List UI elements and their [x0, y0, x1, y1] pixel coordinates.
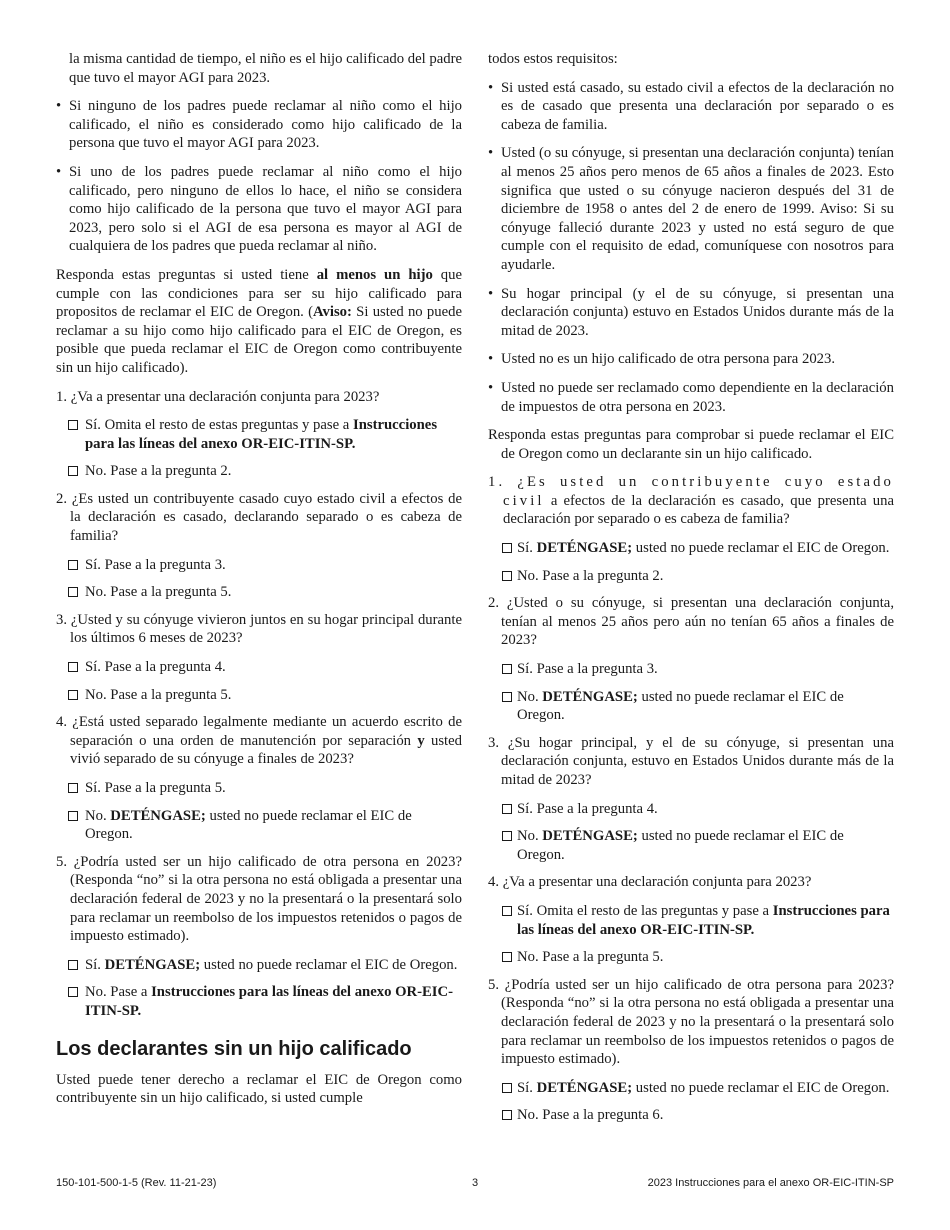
- q5-no-option[interactable]: No. Pase a Instrucciones para las líneas del anexo OR-EIC-ITIN-SP.: [56, 983, 462, 1020]
- q2-yes-option[interactable]: Sí. Pase a la pregunta 3.: [56, 556, 462, 575]
- question-1: 1. ¿Va a presentar una declaración conjunta para 2023?: [56, 388, 380, 405]
- question-4: 4. ¿Está usted separado legalmente mediante un acuerdo escrito de separación o una orden de manutención por separación y usted vivió separado de su cónyuge a finales de 2023?: [56, 714, 462, 768]
- q2-no-option[interactable]: No. DETÉNGASE; usted no puede reclamar el EIC de Oregon.: [488, 688, 894, 725]
- q4-yes-checkbox[interactable]: [68, 783, 78, 793]
- q2-yes-checkbox[interactable]: [502, 664, 512, 674]
- bullet-item: • Si ninguno de los padres puede reclamar al niño como el hijo calificado, el niño es considerado como hijo calificado de la persona que tuvo el mayor AGI para 2023.: [56, 97, 462, 153]
- q2-yes-option[interactable]: Sí. Pase a la pregunta 3.: [488, 660, 894, 679]
- qualifying-child-intro: Responda estas preguntas si usted tiene al menos un hijo que cumple con las condiciones para ser su hijo calificado para propositos de reclamar el EIC de Oregon. (Aviso: Si usted no puede reclamar a su hijo como hijo calificado para el EIC de Oregon, es posible que pueda reclamar el EIC de Oregon como contribuyente sin un hijo calificado).: [56, 266, 462, 376]
- q2-yes-checkbox[interactable]: [68, 560, 78, 570]
- bullet-item: • Si uno de los padres puede reclamar al niño como el hijo calificado, pero ninguno de ellos lo hace, el niño se considera como hijo calificado de la persona que tuvo el mayor AGI para 2023, pero solo si el AGI de esa persona es mayor al AGI de cualquiera de los padres que pueda reclamar al niño.: [56, 163, 462, 256]
- q1-no-option[interactable]: No. Pase a la pregunta 2.: [488, 567, 894, 586]
- q4-no-option[interactable]: No. DETÉNGASE; usted no puede reclamar el EIC de Oregon.: [56, 807, 462, 844]
- section-heading: Los declarantes sin un hijo calificado: [56, 1037, 412, 1060]
- q4-yes-checkbox[interactable]: [502, 906, 512, 916]
- q5-no-option[interactable]: No. Pase a la pregunta 6.: [488, 1106, 894, 1125]
- bullet-item: • Usted no puede ser reclamado como dependiente en la declaración de impuestos de otra persona en 2023.: [488, 379, 894, 416]
- question-4: 4. ¿Va a presentar una declaración conjunta para 2023?: [488, 874, 812, 891]
- question-3: 3. ¿Usted y su cónyuge vivieron juntos en su hogar principal durante los últimos 6 meses de 2023?: [56, 611, 462, 647]
- q3-no-option[interactable]: No. Pase a la pregunta 5.: [56, 686, 462, 705]
- q5-yes-checkbox[interactable]: [68, 960, 78, 970]
- continuation-text: todos estos requisitos:: [488, 51, 618, 67]
- q2-no-option[interactable]: No. Pase a la pregunta 5.: [56, 583, 462, 602]
- footer-page-number: 3: [472, 1177, 479, 1189]
- q4-no-checkbox[interactable]: [502, 952, 512, 962]
- q3-yes-checkbox[interactable]: [502, 804, 512, 814]
- bullet-item: • Su hogar principal (y el de su cónyuge, si presentan una declaración conjunta) estuvo en Estados Unidos durante más de la mitad de 2023.: [488, 285, 894, 341]
- q4-yes-option[interactable]: Sí. Pase a la pregunta 5.: [56, 779, 462, 798]
- q4-no-checkbox[interactable]: [68, 811, 78, 821]
- question-1: 1. ¿Es usted un contribuyente cuyo estado civil a efectos de la declaración es casado, que presenta una declaración por separado o es cabeza de familia?: [488, 474, 895, 528]
- q5-yes-option[interactable]: Sí. DETÉNGASE; usted no puede reclamar el EIC de Oregon.: [56, 956, 462, 975]
- q1-yes-checkbox[interactable]: [68, 420, 78, 430]
- footer-form-id: 150-101-500-1-5 (Rev. 11-21-23): [56, 1177, 217, 1189]
- no-child-intro: Responda estas preguntas para comprobar si puede reclamar el EIC de Oregon como un declarante sin un hijo calificado.: [488, 427, 894, 462]
- q3-no-checkbox[interactable]: [68, 690, 78, 700]
- bullet-item: • Usted no es un hijo calificado de otra persona para 2023.: [488, 350, 894, 369]
- q3-no-option[interactable]: No. DETÉNGASE; usted no puede reclamar el EIC de Oregon.: [488, 827, 894, 864]
- q3-no-checkbox[interactable]: [502, 831, 512, 841]
- q1-no-checkbox[interactable]: [68, 466, 78, 476]
- q1-yes-option[interactable]: Sí. DETÉNGASE; usted no puede reclamar el EIC de Oregon.: [488, 539, 894, 558]
- q1-no-option[interactable]: No. Pase a la pregunta 2.: [56, 462, 462, 481]
- q4-yes-option[interactable]: Sí. Omita el resto de las preguntas y pase a Instrucciones para las líneas del anexo OR-EIC-ITIN-SP.: [488, 902, 894, 939]
- q1-yes-checkbox[interactable]: [502, 543, 512, 553]
- q2-no-checkbox[interactable]: [502, 692, 512, 702]
- question-2: 2. ¿Usted o su cónyuge, si presentan una declaración conjunta, tenían al menos 25 años pero aún no tenían 65 años a finales de 2023?: [488, 595, 894, 649]
- question-3: 3. ¿Su hogar principal, y el de su cónyuge, si presentan una declaración conjunta, estuvo en Estados Unidos durante más de la mitad de 2023?: [488, 734, 894, 788]
- question-2: 2. ¿Es usted un contribuyente casado cuyo estado civil a efectos de la declaración es casado, declarando separado o es cabeza de familia?: [56, 490, 462, 545]
- question-5: 5. ¿Podría usted ser un hijo calificado de otra persona en 2023? (Responda “no” si la otra persona no está obligada a presentar una declaración federal de 2023 y no la presentará o la presentará solo para reclamar un reembolso de los impuestos retenidos o pagos de impuesto estimado).: [56, 853, 462, 945]
- q3-yes-checkbox[interactable]: [68, 662, 78, 672]
- q1-yes-option[interactable]: Sí. Omita el resto de estas preguntas y pase a Instrucciones para las líneas del anexo OR-EIC-ITIN-SP.: [56, 416, 462, 453]
- q4-no-option[interactable]: No. Pase a la pregunta 5.: [488, 948, 894, 967]
- q1-no-checkbox[interactable]: [502, 571, 512, 581]
- question-5: 5. ¿Podría usted ser un hijo calificado de otra persona para 2023? (Responda “no” si la otra persona no está obligada a presentar una declaración federal de 2023 y no la presentará o la presentará solo para reclamar un reembolso de los impuestos retenidos o pagos de impuesto estimado).: [488, 976, 894, 1068]
- q2-no-checkbox[interactable]: [68, 587, 78, 597]
- q5-no-checkbox[interactable]: [502, 1110, 512, 1120]
- continuation-text: la misma cantidad de tiempo, el niño es el hijo calificado del padre que tuvo el mayor AGI para 2023.: [69, 51, 462, 86]
- section-intro: Usted puede tener derecho a reclamar el EIC de Oregon como contribuyente sin un hijo calificado, si usted cumple: [56, 1071, 462, 1107]
- footer-title: 2023 Instrucciones para el anexo OR-EIC-ITIN-SP: [647, 1177, 894, 1189]
- q5-no-checkbox[interactable]: [68, 987, 78, 997]
- q5-yes-checkbox[interactable]: [502, 1083, 512, 1093]
- right-column: [488, 50, 894, 1134]
- q3-yes-option[interactable]: Sí. Pase a la pregunta 4.: [56, 658, 462, 677]
- bullet-item: • Si usted está casado, su estado civil a efectos de la declaración no es de casado que presenta una declaración por separado o es cabeza de familia.: [488, 79, 894, 135]
- bullet-item: • Usted (o su cónyuge, si presentan una declaración conjunta) tenían al menos 25 años pero menos de 65 años a finales de 2023. Esto significa que usted o su cónyuge nacieron después del 31 de diciembre de 1958 o antes del 2 de enero de 1999. Aviso: Si su cónyuge falleció durante 2023 y usted no está seguro de que cumple con el requisito de edad, comuníquese con nosotros para ayudarle.: [488, 144, 894, 274]
- left-column: [56, 50, 462, 1118]
- q3-yes-option[interactable]: Sí. Pase a la pregunta 4.: [488, 800, 894, 819]
- q5-yes-option[interactable]: Sí. DETÉNGASE; usted no puede reclamar el EIC de Oregon.: [488, 1079, 894, 1098]
